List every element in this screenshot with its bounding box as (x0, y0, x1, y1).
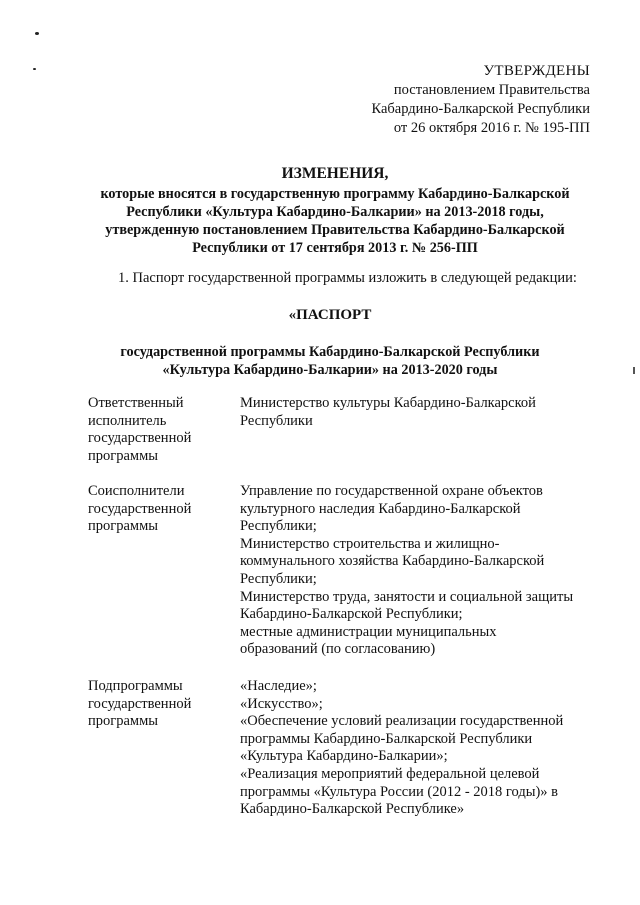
row-value-line: «Реализация мероприятий федеральной целевой (240, 765, 540, 782)
row-value-line: местные администрации муниципальных (240, 623, 497, 640)
scan-artifact (35, 32, 39, 35)
row-label-line: исполнитель (88, 412, 167, 429)
heading-line: Республики от 17 сентября 2013 г. № 256-ПП (192, 240, 478, 256)
row-value-line: Кабардино-Балкарской Республике» (240, 801, 465, 818)
row-value-line: «Наследие»; (240, 678, 317, 694)
row-label-line: программы (88, 518, 158, 535)
passport-title: «ПАСПОРТ (288, 307, 372, 323)
row-value-line: образований (по согласованию) (240, 641, 436, 658)
row-value-line: Министерство строительства и жилищно- (240, 535, 500, 552)
row-label-line: программы (88, 447, 158, 464)
row-value-line: культурного наследия Кабардино-Балкарской (240, 500, 521, 517)
row-value-line: Кабардино-Балкарской Республики; (240, 606, 463, 623)
row-value-line: Министерство труда, занятости и социальной защиты (240, 588, 574, 605)
passport-subtitle (80, 343, 580, 379)
row-value-line: Республики; (240, 570, 317, 587)
approval-title: УТВЕРЖДЕНЫ (483, 63, 590, 79)
row-label-line: программы (88, 713, 158, 730)
scan-artifact (633, 367, 635, 374)
paragraph-1: 1. Паспорт государственной программы изложить в следующей редакции: (118, 270, 577, 286)
row-value-line: Республики (240, 412, 313, 429)
approval-line: постановлением Правительства (393, 82, 590, 98)
row-value-line: «Обеспечение условий реализации государственной (240, 713, 564, 730)
row-label-line: государственной (88, 500, 192, 517)
row-value-line: «Искусство»; (240, 695, 323, 712)
row-value (240, 395, 592, 430)
scan-artifact (33, 68, 36, 70)
row-value-line: коммунального хозяйства Кабардино-Балкарской (240, 553, 545, 570)
row-label-line: Подпрограммы (88, 678, 183, 694)
row-value-line: программы Кабардино-Балкарской Республики (240, 730, 533, 747)
approval-block (330, 62, 590, 138)
row-value (240, 678, 592, 819)
row-label-line: государственной (88, 695, 192, 712)
row-label-line: Соисполнители (88, 483, 185, 499)
row-label (88, 395, 228, 465)
row-value-line: программы «Культура России (2012 - 2018 годы)» в (240, 783, 559, 800)
heading-title: ИЗМЕНЕНИЯ, (281, 165, 389, 182)
row-label (88, 678, 228, 731)
row-value-line: Республики; (240, 518, 317, 535)
approval-line: Кабардино-Балкарской Республики (371, 101, 590, 117)
row-label (88, 483, 228, 536)
approval-line: от 26 октября 2016 г. № 195-ПП (393, 120, 590, 136)
passport-subtitle-line: государственной программы Кабардино-Балкарской Республики (120, 344, 540, 360)
row-value (240, 483, 592, 659)
row-label-line: государственной (88, 430, 192, 447)
passport-subtitle-line: «Культура Кабардино-Балкарии» на 2013-2020 годы (162, 362, 498, 378)
row-value-line: Министерство культуры Кабардино-Балкарской (240, 395, 536, 411)
heading-line: Республики «Культура Кабардино-Балкарии» на 2013-2018 годы, (126, 204, 544, 220)
row-label-line: Ответственный (88, 395, 184, 411)
row-value-line: «Культура Кабардино-Балкарии»; (240, 748, 448, 765)
document-heading (70, 165, 600, 257)
heading-line: которые вносятся в государственную программу Кабардино-Балкарской (100, 186, 570, 202)
row-value-line: Управление по государственной охране объектов (240, 483, 543, 499)
heading-line: утвержденную постановлением Правительства Кабардино-Балкарской (105, 222, 565, 238)
